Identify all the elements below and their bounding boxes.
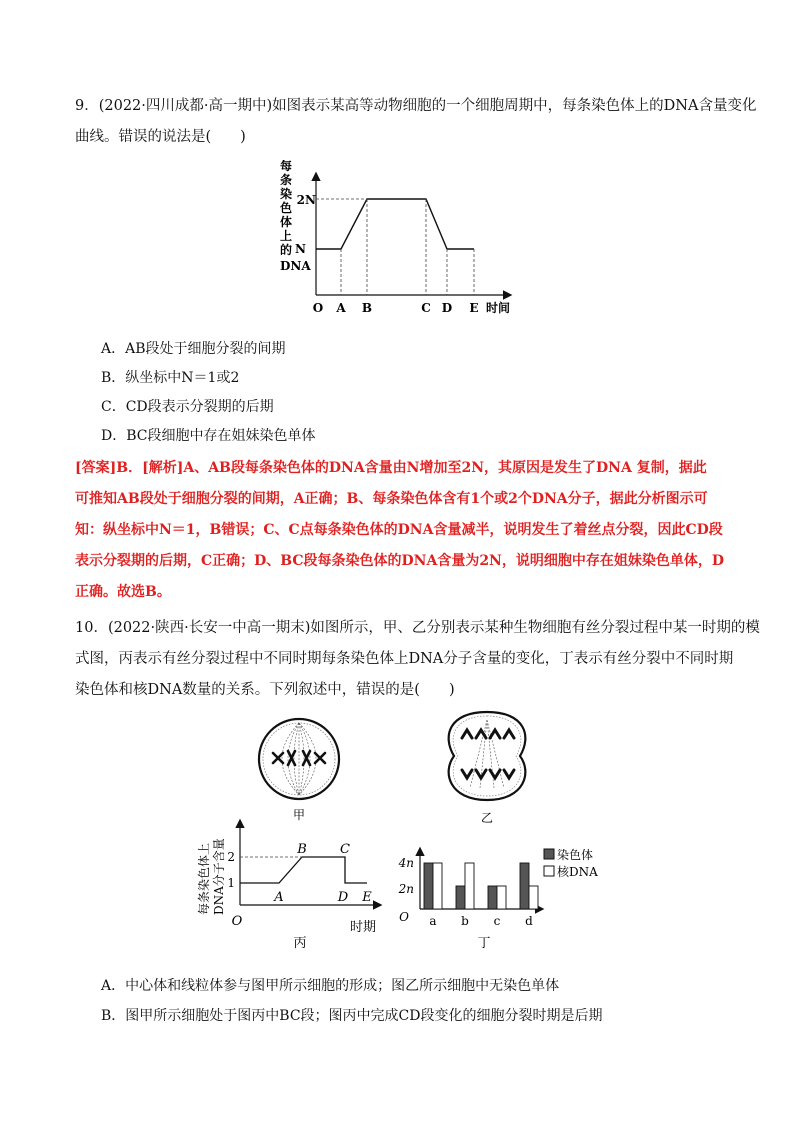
cell-yi-figure [440,708,535,832]
q9-line-chart [270,160,530,320]
q9-option-d: D．BC段细胞中存在姐妹染色单体 [101,428,316,444]
ding-category: c [493,914,501,928]
q9-ylabel-char: 色 [279,201,293,215]
bing-ytick-1: 1 [227,876,235,890]
q9-xtick: E [469,301,479,315]
chart-bing [195,815,385,955]
bing-plot-area [240,857,367,883]
bing-origin: O [231,914,243,929]
q9-ylabel-char: 体 [279,215,293,229]
cell-jia-label: 甲 [292,808,306,822]
ding-bar [520,863,529,909]
bing-ylabel-2: DNA分子含量 [212,838,226,915]
q9-answer-line: 知：纵坐标中N＝1，B错误；C、C点每条染色体的DNA含量减半，说明发生了着丝点分裂，因此CD段 [75,522,723,538]
bing-xlabel: 时期 [349,920,377,935]
bing-caption: 丙 [293,936,307,951]
ding-bars [424,863,538,909]
ding-bar [488,886,497,909]
legend-swatch-chromosome [544,849,554,859]
cell-yi-illustration [440,708,535,828]
q9-xtick: A [336,301,346,315]
bing-series-line [240,857,367,883]
q10-stem-line: 10．(2022·陕西·长安一中高一期末)如图所示，甲、乙分别表示某种生物细胞有丝分裂过程中某一时期的模 [75,620,760,636]
q10-option-b: B．图甲所示细胞处于图丙中BC段；图丙中完成CD段变化的细胞分裂时期是后期 [101,1008,603,1024]
q9-ylabel-char: 的 [279,243,293,257]
ding-bar [529,886,538,909]
chart-bing-figure [195,815,385,959]
q9-series-line [316,199,474,249]
q9-xlabel: 时间 [485,301,511,315]
q9-xtick: B [361,301,373,315]
q9-option-a: A．AB段处于细胞分裂的间期 [101,341,286,357]
legend-swatch-dna [544,866,554,876]
q9-answer-line: 可推知AB段处于细胞分裂的间期，A正确；B、每条染色体含有1个或2个DNA分子，据此分析图示可 [75,491,708,507]
bing-point-b: B [297,842,307,857]
q9-xtick: C [421,301,431,315]
legend-label-chromosome: 染色体 [557,848,594,862]
q9-stem-line-2: 曲线。错误的说法是( ) [75,129,246,145]
q9-option-c: C．CD段表示分裂期的后期 [101,399,274,415]
ding-bar [424,863,433,909]
bing-ytick-2: 2 [227,850,235,864]
ding-legend [544,847,598,879]
ding-category: a [429,914,437,928]
bing-point-e: E [362,890,372,905]
legend-label-dna: 核DNA [557,865,598,879]
ding-origin: O [399,910,409,924]
q9-ytick-n: N [295,242,306,256]
q9-xtick: O [312,301,324,315]
ding-bar [465,863,474,909]
q9-answer-line: 表示分裂期的后期，C正确；D、BC段每条染色体的DNA含量为2N，说明细胞中存在姐妹染色单体，D [75,553,724,569]
bing-point-a: A [274,890,284,905]
q9-answer-line: 正确。故选B。 [75,584,171,600]
q10-stem-line: 染色体和核DNA数量的关系。下列叙述中，错误的是( ) [75,682,455,698]
q9-ylabel-char: DNA [280,259,311,273]
q9-option-b: B．纵坐标中N＝1或2 [101,370,240,386]
ding-category: d [525,914,533,928]
q9-xtick: D [441,301,453,315]
ding-caption: 丁 [477,936,491,951]
ding-category: b [461,914,469,928]
q9-ylabel [279,160,311,273]
q9-ylabel-char: 染 [279,187,293,201]
q9-stem-line-1: 9．(2022·四川成都·高一期中)如图表示某高等动物细胞的一个细胞周期中，每条染色体上的DNA含量变化 [75,98,757,114]
ding-bar [497,886,506,909]
cell-jia-figure [255,715,345,829]
q10-stem-line: 式图，丙表示有丝分裂过程中不同时期每条染色体上DNA分子含量的变化，丁表示有丝分裂中不同时期 [75,651,734,667]
cell-yi-label: 乙 [480,811,494,825]
q9-figure [270,160,530,324]
q9-answer-line: [答案]B．[解析]A、AB段每条染色体的DNA含量由N增加至2N，其原因是发生了DNA 复制，据此 [75,460,707,476]
ding-ytick-2n: 2n [398,882,414,896]
q9-ytick-2n: 2N [296,193,316,207]
cell-jia-illustration [255,715,345,825]
q9-ylabel-char: 上 [279,229,293,243]
chart-ding-figure [392,845,642,959]
bing-point-d: D [337,890,349,905]
ding-ytick-4n: 4n [398,856,414,870]
bing-ylabel-1: 每条染色体上 [197,842,211,915]
q9-ylabel-char: 条 [279,173,293,187]
chart-ding [392,845,642,955]
ding-bar [456,886,465,909]
q10-option-a: A．中心体和线粒体参与图甲所示细胞的形成；图乙所示细胞中无染色单体 [101,978,560,994]
q9-ylabel-char: 每 [279,160,293,173]
bing-point-c: C [340,842,350,857]
ding-bar [433,863,442,909]
q9-plot-area [316,199,474,295]
